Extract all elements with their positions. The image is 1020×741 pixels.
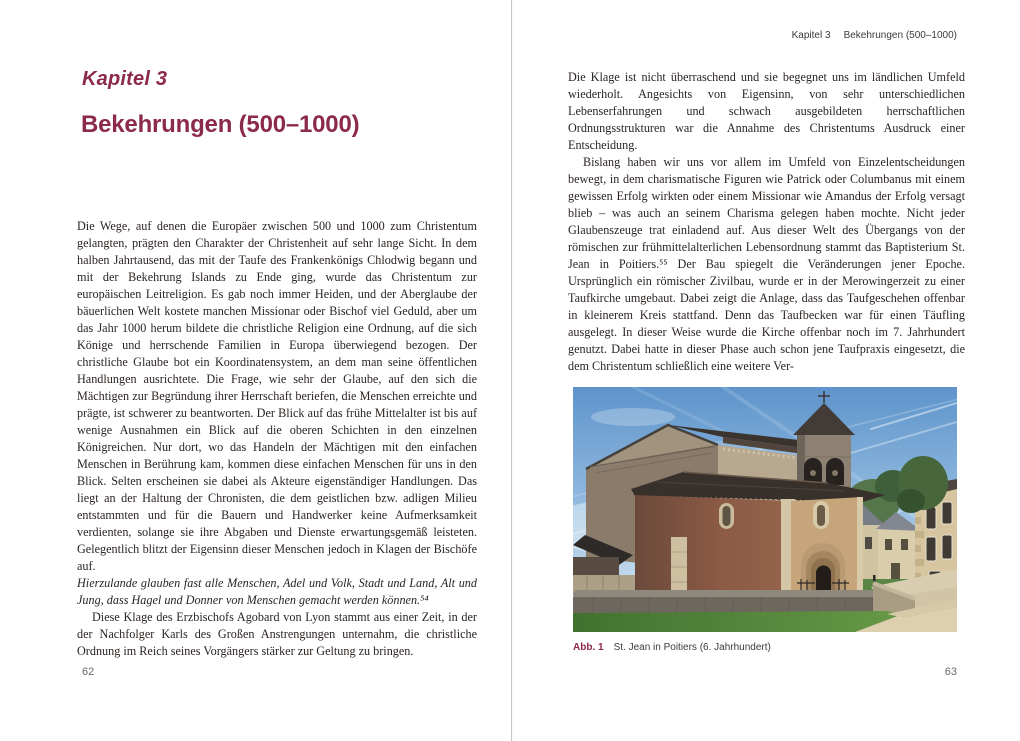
page-fold-divider (511, 0, 512, 741)
running-header (792, 30, 957, 41)
caption-text: St. Jean in Poitiers (6. Jahrhundert) (613, 642, 771, 653)
paragraph: Die Klage ist nicht überraschend und sie begegnet uns im ländlichen Umfeld wiederholt. Angesichts von Eigensinn, von sehr unterschiedlichen Lebenserfahrungen und schwach ausgebildeten herrschaftlichen Ordnungsstrukturen war die Annahme des Christentums Ausdruck einer Entscheidung. (568, 70, 965, 152)
page-number-right: 63 (944, 666, 957, 678)
body-text-left (77, 218, 477, 660)
figure-caption (573, 642, 957, 653)
paragraph: Die Wege, auf denen die Europäer zwischen 500 und 1000 zum Christentum gelangten, prägten den Charakter der Christenheit auf sehr lange Sicht. In dem halben Jahrtausend, das mit der Taufe des Frankenkönigs Chlodwig begann und mit der Bekehrung Islands zu Ende ging, wurde das Christentum zur europäischen Leitreligion. Es gab noch immer Heiden, und der Aberglaube der bäuerlichen Welt kostete manchen Missionar oder Bischof viel Geduld, aber um das Jahr 1000 herum bildete die christliche Religion eine Ordnung, auf die sich Könige und herrschende Familien in Europa überwiegend bezogen. Der christliche Glaube bot ein Koordinatensystem, an dem man seine öffentlichen Handlungen ausrichtete. Die Frage, wie sehr der Glaube, auf den sich die Mächtigen zur Begründung ihrer Herrschaft beriefen, die Menschen erreichte und prägte, ist schwerer zu beantworten. Der Blick auf das frühe Mittelalter ist bis auf wenige Ausnahmen ein Blick auf die oberen Schichten in den einzelnen Königreichen. Nur dort, wo das Handeln der Mächtigen mit den einfachen Menschen in Berührung kam, kommen diese einfachen Menschen für uns in den Blick. Selten erscheinen sie dabei als Akteure eigenständiger Handlungen. Das liegt an der Haltung der Chronisten, die dem geistlichen bzw. adligen Milieu entstammten und für die Bauern und Handwerker keine Aufmerksamkeit verdienten, solange sie ihre Abgaben und Dienste erwartungsgemäß leisteten. Gelegentlich blitzt der Eigensinn dieser Menschen jedoch in Klagen der Bischöfe auf. (77, 219, 477, 573)
paragraph: Bislang haben wir uns vor allem im Umfeld von Einzelentscheidungen bewegt, in dem charismatische Figuren wie Patrick oder Columbanus mit einem gewissen Erfolg wirkten oder einem Missionar wie Amandus der Erfolg versagt blieb – was auch an seinem Charisma gelegen haben mochte. Nicht jeder Glaubenszeuge trat einladend auf. Aus dieser Welt des Übergangs von der römischen zur frühmittelalterlichen Lebensordnung stammt das Baptisterium St. Jean in Poitiers.⁵⁵ Der Bau spiegelt die Veränderungen jener Epoche. Ursprünglich ein römischer Zivilbau, wurde er in der Merowingerzeit zu einer Taufkirche umgebaut. Dabei zeigt die Anlage, dass das Taufgeschehen offenbar in kleinerem Kreis stattfand. Denn das Taufbecken war für einen Täufling ausgelegt. In dieser Weise wurde die Kirche offenbar noch im 7. Jahrhundert genutzt. Dabei hatte in dieser Phase auch schon jene Taufpraxis eingesetzt, die dem Christentum schließlich eine weitere Ver- (568, 155, 965, 373)
page-number-left: 62 (82, 666, 95, 678)
chapter-label: Kapitel 3 (82, 68, 168, 90)
caption-label: Abb. 1 (573, 642, 604, 653)
baptistery-photo (573, 387, 957, 632)
chapter-title: Bekehrungen (500–1000) (81, 111, 360, 138)
paragraph: Diese Klage des Erzbischofs Agobard von Lyon stammt aus einer Zeit, in der der Nachfolger Karls des Großen Anstrengungen unternahm, die christliche Ordnung im Reich seines Vorgängers stärker zur Geltung zu bringen. (77, 610, 477, 658)
running-header-title: Bekehrungen (500–1000) (843, 30, 957, 41)
running-header-chapter: Kapitel 3 (791, 30, 831, 41)
body-text-right (568, 69, 965, 375)
paragraph: Hierzulande glauben fast alle Menschen, Adel und Volk, Stadt und Land, Alt und Jung, dass Hagel und Donner von Menschen gemacht werden können.⁵⁴ (77, 576, 477, 607)
figure (573, 387, 957, 632)
